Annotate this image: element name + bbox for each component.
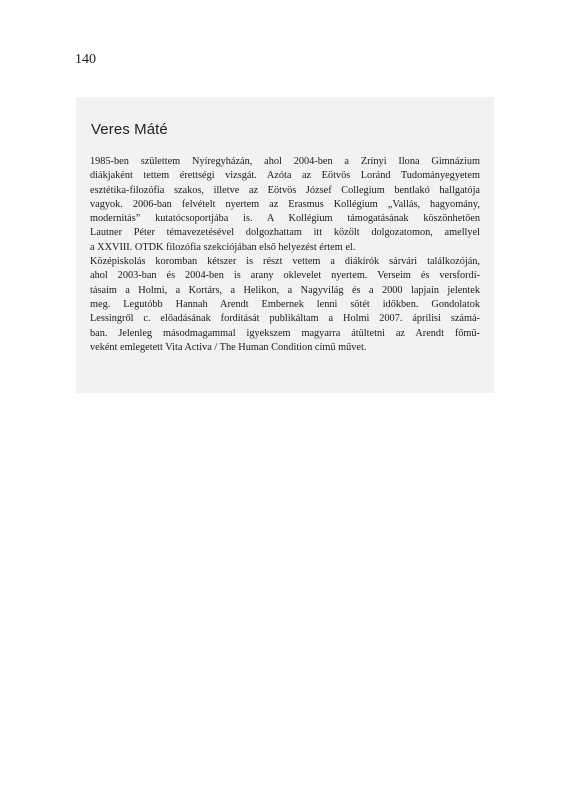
bio-line: 1985-ben születtem Nyíregyházán, ahol 2004-ben a Zrínyi Ilona Gimnázium — [90, 156, 480, 167]
author-name: Veres Máté — [91, 121, 168, 138]
bio-line: tásaim a Holmi, a Kortárs, a Helikon, a Nagyvilág és a 2000 lapjain jelentek — [90, 284, 480, 296]
bio-line: Lessingről c. előadásának fordítását publikáltam a Holmi 2007. áprilisi számá- — [90, 313, 480, 325]
bio-line: diákjaként tettem érettségi vizsgát. Azóta az Eötvös Loránd Tudományegyetem — [90, 170, 480, 182]
bio-line: modernitás” kutatócsoportjába is. A Kollégium támogatásának köszönhetően — [90, 213, 480, 225]
author-bio-box — [76, 97, 494, 393]
bio-line: veként emlegetett Vita Activa / The Human Condition című művet. — [90, 341, 367, 353]
bio-line: ban. Jelenleg másodmagammal igyekszem magyarra átültetni az Arendt főmű- — [90, 327, 480, 339]
author-bio-text — [90, 155, 480, 355]
bio-line: esztétika-filozófia szakos, illetve az Eötvös József Collegium bentlakó hallgatója — [90, 184, 480, 196]
bio-line: ahol 2003-ban és 2004-ben is arany oklevelet nyertem. Verseim és versfordí- — [90, 270, 480, 282]
bio-line: meg. Legutóbb Hannah Arendt Embernek lenni sötét időkben. Gondolatok — [90, 298, 480, 310]
bio-line: a XXVIII. OTDK filozófia szekciójában első helyezést értem el. — [90, 241, 356, 253]
bio-line: vagyok. 2006-ban felvételt nyertem az Erasmus Kollégium „Vallás, hagyomány, — [90, 198, 480, 210]
page-number: 140 — [75, 52, 96, 67]
bio-line: Középiskolás koromban kétszer is részt vettem a diákírók sárvári találkozóján, — [90, 256, 480, 268]
bio-line: Lautner Péter témavezetésével dolgozhattam itt közölt dolgozatomon, amellyel — [90, 227, 480, 239]
